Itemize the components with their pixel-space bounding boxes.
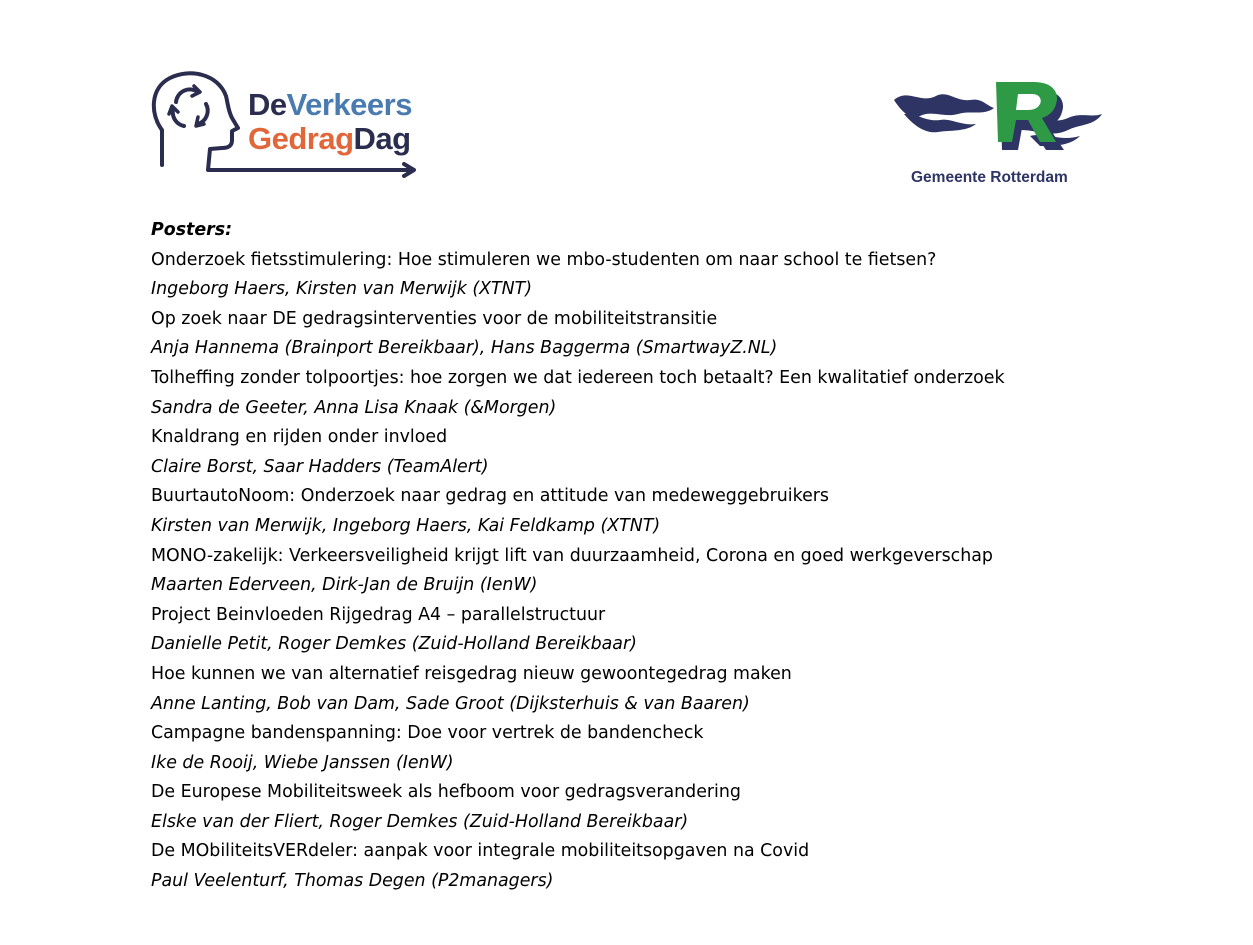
- verkeersgedragdag-logo: [148, 70, 438, 188]
- poster-5-title: BuurtautoNoom: Onderzoek naar gedrag en attitude van medeweggebruikers: [151, 486, 829, 507]
- poster-3-title: Tolheffing zonder tolpoortjes: hoe zorgen we dat iedereen toch betaalt? Een kwalitatief onderzoek: [151, 367, 1005, 388]
- logo-word-de: De: [248, 87, 287, 122]
- poster-2-authors: Anja Hannema (Brainport Bereikbaar), Hans Baggerma (SmartwayZ.NL): [151, 338, 778, 359]
- poster-4-title: Knaldrang en rijden onder invloed: [151, 427, 448, 448]
- poster-list: [151, 216, 1211, 897]
- poster-11-authors: Paul Veelenturf, Thomas Degen (P2managers): [151, 871, 554, 892]
- poster-4-authors: Claire Borst, Saar Hadders (TeamAlert): [151, 456, 489, 477]
- poster-8-authors: Anne Lanting, Bob van Dam, Sade Groot (Dijksterhuis & van Baaren): [151, 693, 750, 714]
- poster-6-title: MONO-zakelijk: Verkeersveiligheid krijgt lift van duurzaamheid, Corona en goed werkgeverschap: [151, 545, 993, 566]
- poster-6-authors: Maarten Ederveen, Dirk-Jan de Bruijn (IenW): [151, 575, 538, 596]
- gemeente-rotterdam-logo: [890, 74, 1106, 190]
- poster-11-title: De MObiliteitsVERdeler: aanpak voor integrale mobiliteitsopgaven na Covid: [151, 841, 810, 862]
- poster-9-title: Campagne bandenspanning: Doe voor vertrek de bandencheck: [151, 723, 704, 744]
- logo-word-gedrag: Gedrag: [248, 121, 354, 156]
- poster-7-authors: Danielle Petit, Roger Demkes (Zuid-Holland Bereikbaar): [151, 634, 637, 655]
- poster-5-authors: Kirsten van Merwijk, Ingeborg Haers, Kai Feldkamp (XTNT): [151, 515, 661, 536]
- poster-1-authors: Ingeborg Haers, Kirsten van Merwijk (XTNT): [151, 279, 533, 300]
- poster-2-title: Op zoek naar DE gedragsinterventies voor de mobiliteitstransitie: [151, 308, 718, 329]
- logo-line-1: [248, 89, 412, 120]
- posters-heading: Posters:: [151, 220, 233, 240]
- logo-line-2: [248, 123, 411, 154]
- poster-3-authors: Sandra de Geeter, Anna Lisa Knaak (&Morgen): [151, 397, 557, 418]
- logo-word-dag: Dag: [353, 121, 411, 156]
- poster-8-title: Hoe kunnen we van alternatief reisgedrag nieuw gewoontegedrag maken: [151, 663, 792, 684]
- poster-7-title: Project Beinvloeden Rijgedrag A4 – parallelstructuur: [151, 604, 606, 625]
- logo-word-verkeers: Verkeers: [286, 87, 412, 122]
- poster-10-title: De Europese Mobiliteitsweek als hefboom voor gedragsverandering: [151, 782, 741, 803]
- poster-1-title: Onderzoek fietsstimulering: Hoe stimuleren we mbo-studenten om naar school te fietsen?: [151, 249, 937, 270]
- poster-10-authors: Elske van der Fliert, Roger Demkes (Zuid-Holland Bereikbaar): [151, 811, 689, 832]
- rotterdam-r-icon: [890, 74, 1106, 164]
- gemeente-rotterdam-text: Gemeente Rotterdam: [911, 169, 1068, 186]
- poster-9-authors: Ike de Rooij, Wiebe Janssen (IenW): [151, 752, 454, 773]
